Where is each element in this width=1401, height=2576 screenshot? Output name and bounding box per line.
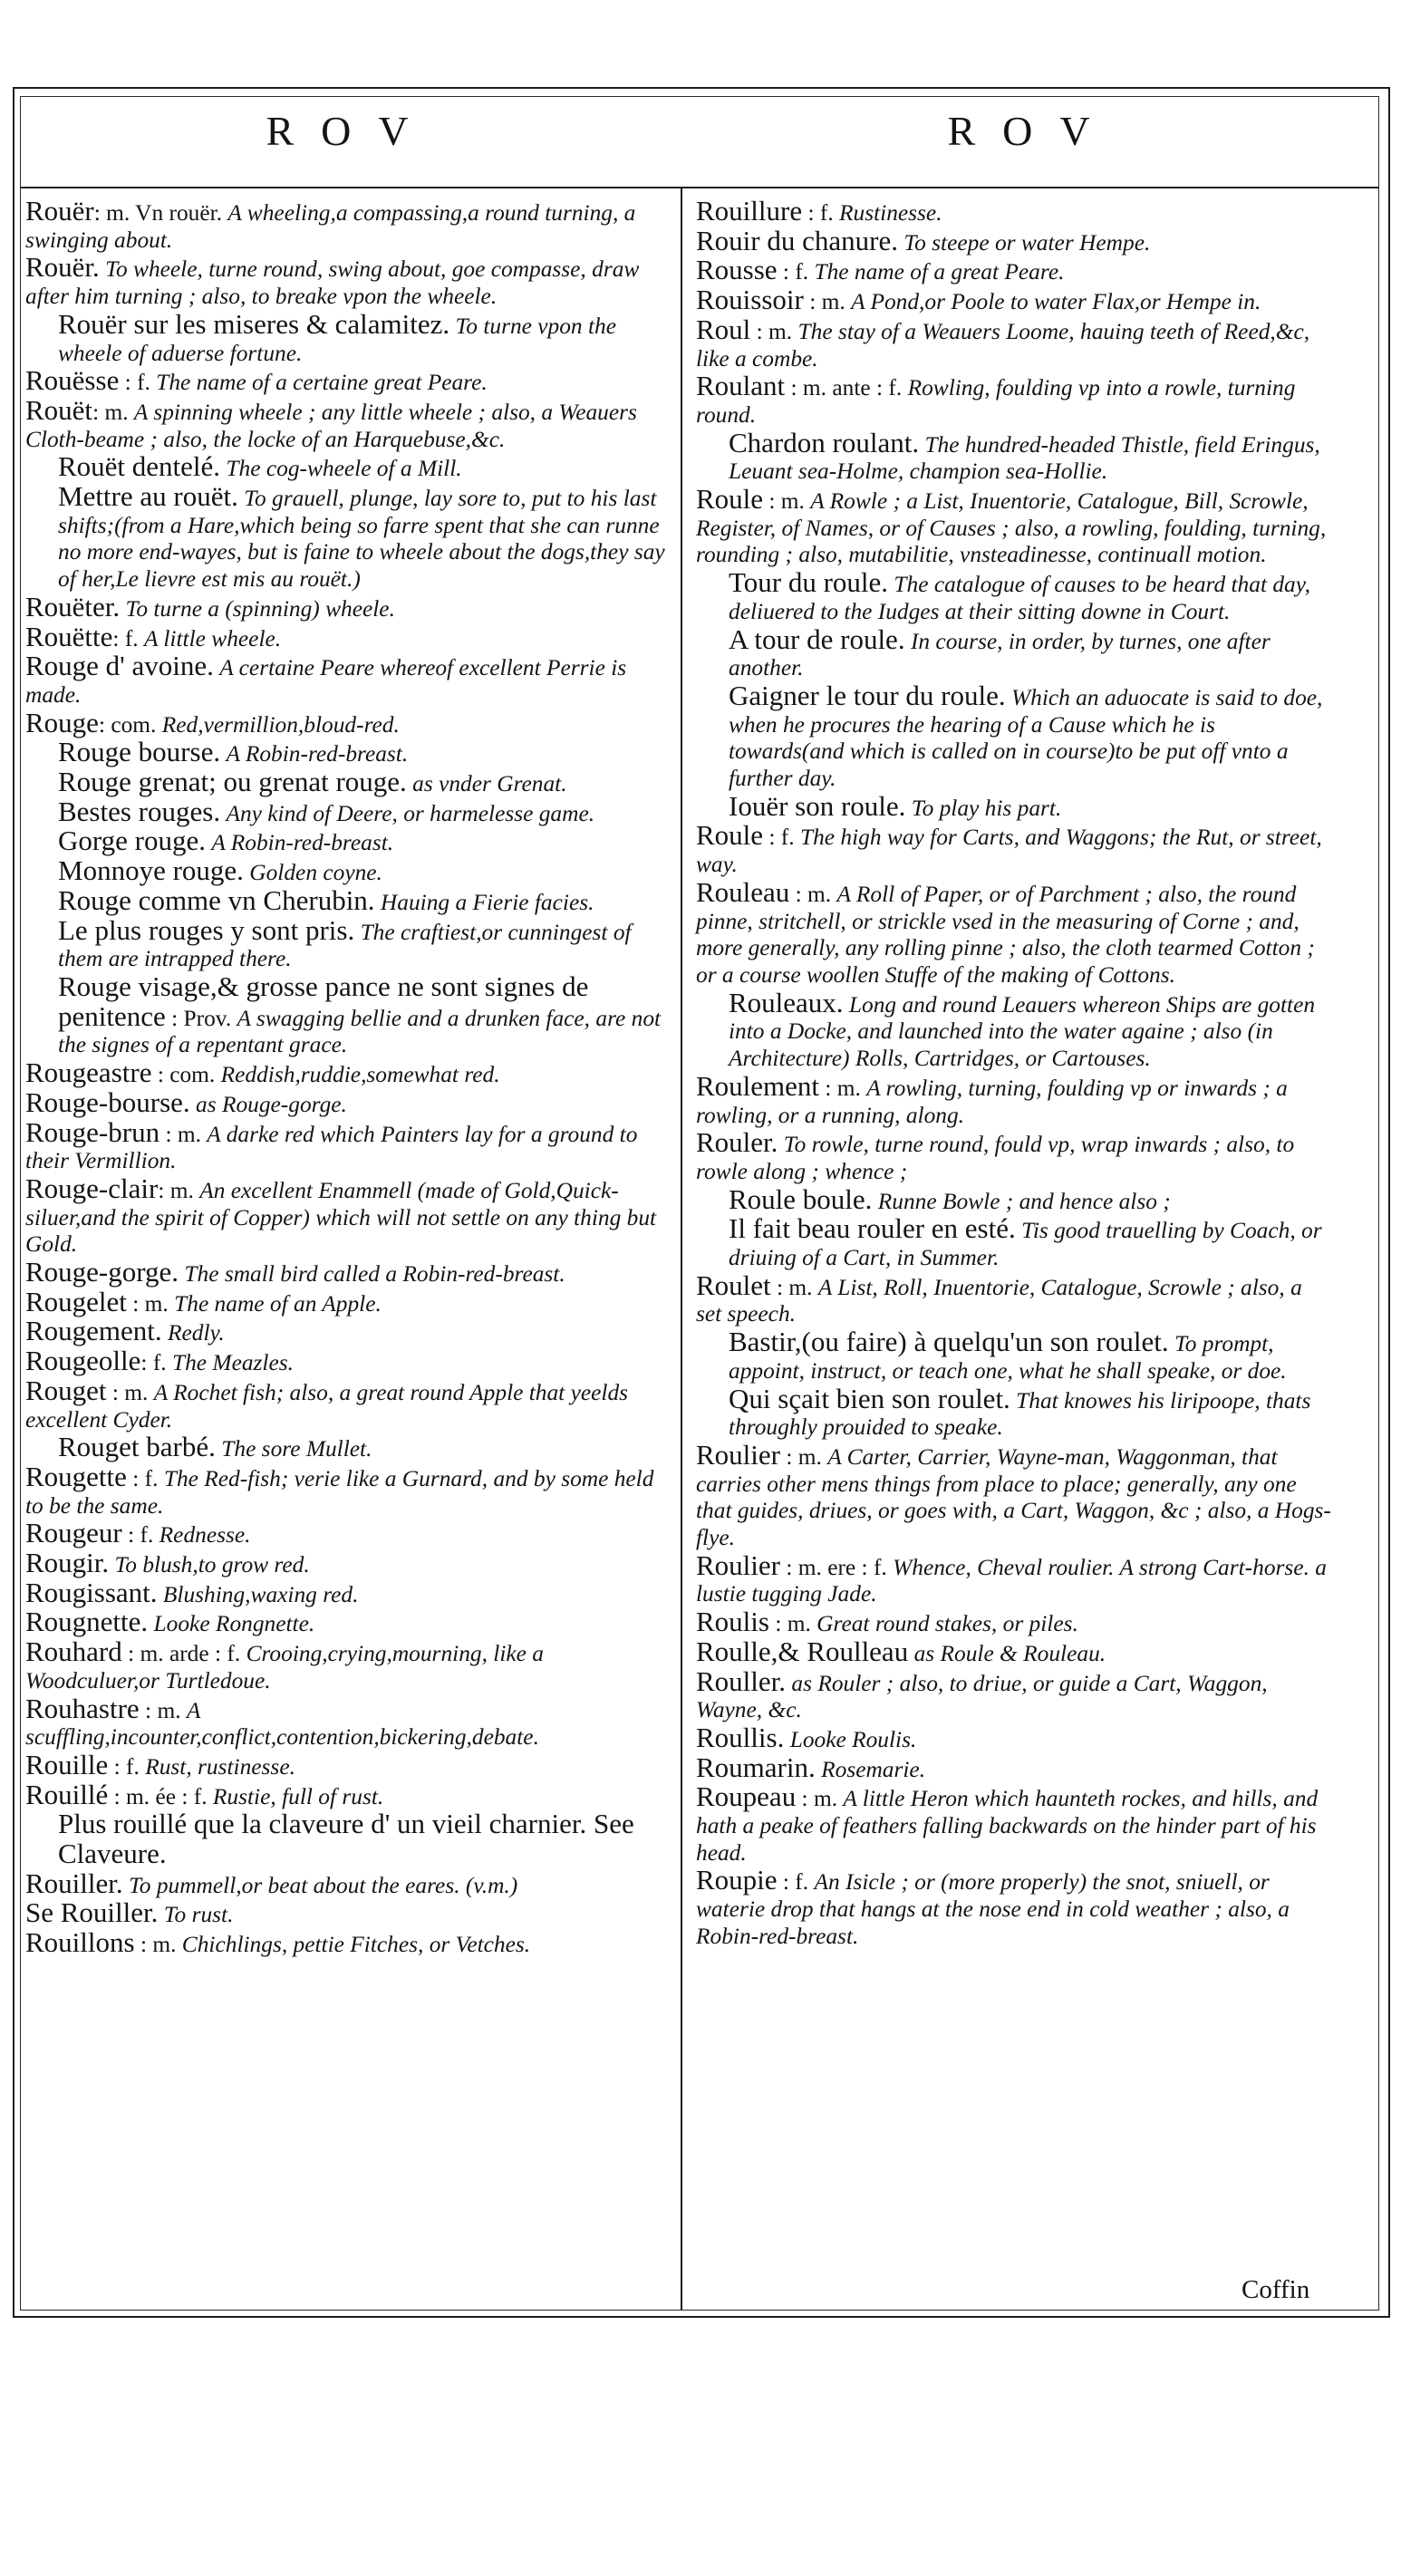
dictionary-entry — [696, 1751, 1332, 1784]
dictionary-entry — [696, 1382, 1332, 1442]
entry-definition: as vnder Grenat. — [412, 771, 567, 797]
entry-headword: Rouillé — [25, 1778, 109, 1810]
entry-grammar-note: : m. ere : f. — [780, 1554, 894, 1580]
entry-headword: Rouge bourse. — [58, 736, 221, 768]
entry-headword: Gaigner le tour du roule. — [729, 679, 1006, 711]
entry-headword: Roulet — [696, 1269, 771, 1301]
entry-grammar-note: : m. — [139, 1697, 187, 1723]
entry-headword: Rougeastre — [25, 1056, 152, 1089]
dictionary-entry — [696, 986, 1332, 1073]
entry-headword: Bastir,(ou faire) à quelqu'un son roulet. — [729, 1326, 1169, 1358]
entry-grammar-note: : m. — [803, 289, 852, 315]
entry-definition: Which an aduocate is said to doe, when he procures the hearing of a Cause which he is towards(and which is called on in course)to be put off vnto a further day. — [729, 684, 1323, 792]
dictionary-entry — [25, 1576, 665, 1609]
entry-grammar-note: : m. — [780, 1443, 828, 1470]
entry-headword: Roulant — [696, 370, 786, 402]
entry-definition: Looke Roulis. — [789, 1726, 917, 1752]
left-column — [25, 195, 665, 1959]
entry-definition: A Carter, Carrier, Wayne-man, Waggonman, that carries other mens things from place to place; generally, any one that guides, driues, or goes with, a Cart, Waggon, &c ; also, a Hogs-flye. — [696, 1443, 1331, 1551]
dictionary-entry — [25, 1317, 665, 1347]
entry-definition: Any kind of Deere, or harmelesse game. — [226, 800, 595, 826]
dictionary-entry — [696, 1438, 1332, 1552]
entry-definition: To turne a (spinning) wheele. — [125, 595, 395, 622]
entry-definition: A scuffling,incounter,conflict,contention,bickering,debate. — [25, 1697, 539, 1751]
entry-definition: In course, in order, by turnes, one after another. — [729, 628, 1271, 681]
dictionary-entry — [25, 652, 665, 709]
entry-definition: Red,vermillion,bloud-red. — [161, 711, 400, 738]
entry-grammar-note: : Prov. — [165, 1005, 237, 1031]
entry-grammar-note: : m. ée : f. — [108, 1783, 213, 1809]
entry-definition: Runne Bowle ; and hence also ; — [877, 1188, 1171, 1214]
entry-headword: Roupeau — [696, 1780, 797, 1813]
entry-headword: Rouge-gorge. — [25, 1256, 179, 1288]
running-head-right: ROV — [947, 107, 1117, 154]
entry-definition: The name of an Apple. — [174, 1290, 382, 1317]
entry-headword: Rouleaux. — [729, 986, 844, 1018]
entry-headword: Rouët — [25, 393, 93, 426]
entry-headword: Rougeur — [25, 1517, 122, 1549]
entry-definition: Golden coyne. — [249, 860, 382, 886]
dictionary-entry — [696, 1664, 1332, 1724]
dictionary-entry — [25, 1867, 665, 1900]
entry-definition: The hundred-headed Thistle, field Eringus, Leuant sea-Holme, champion sea-Hollie. — [729, 431, 1320, 485]
entry-definition: Rowling, foulding vp into a rowle, turning round. — [696, 375, 1296, 428]
dictionary-entry — [25, 1285, 665, 1318]
entry-headword: Rouillure — [696, 195, 803, 227]
dictionary-entry — [25, 590, 665, 623]
dictionary-entry — [25, 738, 665, 768]
entry-grammar-note: : f. — [802, 200, 840, 226]
dictionary-entry — [696, 1780, 1332, 1867]
entry-definition: The Meazles. — [171, 1350, 294, 1376]
entry-grammar-note: : f. — [119, 370, 157, 396]
entry-definition: Rosemarie. — [821, 1756, 926, 1782]
entry-headword: Roullis. — [696, 1721, 785, 1753]
dictionary-entry — [25, 795, 665, 828]
entry-grammar-note: : m. — [92, 399, 134, 425]
column-divider — [681, 188, 682, 2311]
dictionary-entry — [696, 286, 1332, 316]
right-column — [696, 195, 1332, 1951]
entry-definition: A List, Roll, Inuentorie, Catalogue, Scrowle ; also, a set speech. — [696, 1274, 1302, 1327]
entry-grammar-note: : m. — [763, 488, 811, 515]
entry-headword: Rougnette. — [25, 1606, 149, 1638]
entry-definition: To pummell,or beat about the eares. (v.m.) — [129, 1872, 518, 1898]
entry-headword: Qui sçait bien son roulet. — [729, 1382, 1010, 1414]
entry-headword: Roule — [696, 819, 764, 852]
entry-grammar-note: : m. — [126, 1290, 175, 1317]
entry-grammar-note: : m. — [768, 1611, 817, 1637]
entry-headword: Roulier — [696, 1548, 780, 1581]
entry-definition: Rustie, full of rust. — [212, 1783, 384, 1809]
dictionary-entry — [25, 620, 665, 653]
dictionary-entry — [25, 307, 665, 367]
dictionary-entry — [25, 1778, 665, 1811]
dictionary-entry — [696, 313, 1332, 372]
dictionary-entry — [696, 1182, 1332, 1216]
entry-definition: The catalogue of causes to be heard that day, deliuered to the Iudges at their sitting downe in Court. — [729, 572, 1310, 624]
entry-headword: Rouër — [25, 195, 94, 227]
entry-headword: Rougelet — [25, 1285, 127, 1317]
entry-headword: Roupie — [696, 1864, 778, 1896]
entry-headword: Rouller. — [696, 1664, 787, 1697]
dictionary-entry — [696, 1269, 1332, 1328]
entry-definition: The sore Mullet. — [221, 1436, 372, 1462]
dictionary-entry — [25, 883, 665, 917]
entry-definition: Hauing a Fierie facies. — [380, 889, 594, 915]
entry-definition: Chichlings, pettie Fitches, or Vetches. — [181, 1932, 531, 1958]
entry-headword: Rouge-brun — [25, 1115, 160, 1148]
dictionary-entry — [696, 1864, 1332, 1950]
entry-headword: Gorge rouge. — [58, 825, 206, 857]
dictionary-entry — [696, 1328, 1332, 1384]
entry-definition: Great round stakes, or piles. — [816, 1611, 1078, 1637]
entry-grammar-note: : m. — [750, 318, 798, 344]
entry-headword: Roulle,& Roulleau — [696, 1635, 909, 1667]
entry-grammar-note: : m. — [789, 881, 837, 907]
dictionary-entry — [25, 970, 665, 1059]
dictionary-entry — [696, 679, 1332, 793]
entry-grammar-note: : f. — [108, 1753, 146, 1780]
dictionary-entry — [25, 1608, 665, 1638]
entry-headword: Il fait beau rouler en esté. — [729, 1212, 1016, 1245]
entry-headword: Chardon roulant. — [729, 426, 920, 458]
entry-definition: A Rochet fish; also, a great round Apple that yeelds excellent Cyder. — [25, 1379, 629, 1433]
entry-headword: Rouge-bourse. — [25, 1085, 190, 1118]
entry-headword: Rougement. — [25, 1315, 162, 1347]
entry-definition: To rowle, turne round, fould vp, wrap inwards ; also, to rowle along ; whence ; — [696, 1132, 1295, 1184]
entry-definition: To steepe or water Hempe. — [903, 229, 1151, 256]
entry-grammar-note: : m. arde : f. — [121, 1641, 246, 1667]
entry-definition: A rowling, turning, foulding vp or inwards ; a rowling, or a running, along. — [696, 1075, 1288, 1128]
entry-definition: Blushing,waxing red. — [162, 1581, 359, 1607]
entry-headword: Plus rouillé que la claveure d' un vieil charnier. See Claveure. — [58, 1808, 634, 1870]
dictionary-entry — [25, 1748, 665, 1781]
entry-definition: Long and round Leauers whereon Ships are gotten into a Docke, and launched into the water againe ; also (in Architecture) Rolls, Cartridges, or Cartouses. — [729, 991, 1316, 1072]
entry-definition: Whence, Cheval roulier. A strong Cart-horse. a lustie tugging Jade. — [696, 1554, 1327, 1607]
entry-definition: An excellent Enammell (made of Gold,Quick-siluer,and the spirit of Copper) which will not settle on any thing but Gold. — [25, 1177, 657, 1258]
dictionary-entry — [696, 622, 1332, 682]
entry-grammar-note: : m. ante : f. — [785, 375, 908, 401]
dictionary-entry — [696, 224, 1332, 257]
entry-headword: Rousse — [696, 254, 778, 286]
entry-headword: Rouir du chanure. — [696, 224, 898, 256]
dictionary-entry — [25, 393, 665, 453]
entry-headword: Roulis — [696, 1606, 769, 1638]
dictionary-entry — [696, 789, 1332, 823]
dictionary-entry — [25, 706, 665, 739]
entry-headword: Rouge grenat; ou grenat rouge. — [58, 766, 407, 798]
entry-grammar-note: : com. — [151, 1062, 221, 1088]
entry-definition: A swagging bellie and a drunken face, are not the signes of a repentant grace. — [58, 1005, 662, 1058]
entry-definition: The small bird called a Robin-red-breast. — [184, 1261, 565, 1288]
entry-grammar-note: : m. — [770, 1274, 818, 1300]
entry-headword: Rouhastre — [25, 1692, 140, 1724]
dictionary-entry — [696, 1548, 1332, 1608]
entry-definition: To grauell, plunge, lay sore to, put to his last shifts;(from a Hare,which being so farre spent that she can runne no more end-wayes, but is faine to wheele about the dogs,they say of her,Le lievre est mis au rouët.) — [58, 486, 665, 593]
dictionary-entry — [25, 1692, 665, 1751]
entry-definition: A Robin-red-breast. — [211, 830, 394, 856]
entry-headword: Rouge-clair — [25, 1172, 159, 1204]
entry-grammar-note: : f. — [777, 1869, 815, 1896]
entry-headword: Se Rouiller. — [25, 1896, 159, 1929]
entry-headword: Rouissoir — [696, 284, 804, 316]
entry-definition: A darke red which Painters lay for a ground to their Vermillion. — [25, 1121, 638, 1174]
dictionary-entry — [25, 450, 665, 483]
dictionary-entry — [25, 827, 665, 857]
dictionary-entry — [25, 1460, 665, 1520]
entry-headword: Rouge — [25, 706, 99, 738]
entry-definition: Looke Rongnette. — [153, 1611, 315, 1637]
entry-grammar-note: : f. — [777, 259, 815, 285]
dictionary-entry — [25, 1056, 665, 1089]
entry-grammar-note: : m. — [106, 1379, 154, 1405]
dictionary-entry — [696, 426, 1332, 486]
entry-definition: A Pond,or Poole to water Flax,or Hempe in. — [851, 289, 1261, 315]
entry-grammar-note: : f. — [126, 1465, 164, 1491]
entry-headword: Rouëtte — [25, 620, 113, 652]
dictionary-entry — [696, 195, 1332, 227]
entry-grammar-note: : m. Vn rouër. — [93, 200, 228, 226]
entry-definition: A Roll of Paper, or of Parchment ; also, the round pinne, stritchell, or strickle vsed in the measuring of Corne ; and, more generally, any rolling pinne ; also, the cloth tearmed Cotton ; or a course woollen Stuffe of the making of Cottons. — [696, 881, 1315, 988]
entry-definition: Redly. — [168, 1320, 225, 1346]
dictionary-entry — [696, 1126, 1332, 1185]
dictionary-entry — [25, 1549, 665, 1579]
dictionary-entry — [25, 195, 665, 254]
entry-headword: Rouleau — [696, 875, 790, 908]
entry-headword: Rouësse — [25, 364, 120, 397]
entry-grammar-note: : f. — [140, 1350, 172, 1376]
entry-headword: Roule — [696, 483, 764, 516]
dictionary-entry — [25, 1115, 665, 1175]
entry-grammar-note: : m. — [819, 1075, 867, 1101]
entry-headword: Rouget barbé. — [58, 1431, 216, 1463]
dictionary-entry — [25, 1517, 665, 1549]
entry-headword: Rouget — [25, 1374, 107, 1406]
dictionary-entry — [25, 1635, 665, 1694]
dictionary-entry — [25, 1085, 665, 1119]
dictionary-entry — [25, 1810, 665, 1869]
entry-headword: Rouët dentelé. — [58, 450, 221, 483]
dictionary-entry — [696, 1635, 1332, 1668]
dictionary-entry — [25, 913, 665, 973]
entry-headword: Rougette — [25, 1460, 127, 1492]
entry-grammar-note: : f. — [763, 825, 800, 851]
dictionary-entry — [696, 875, 1332, 989]
entry-definition: To wheele, turne round, swing about, goe compasse, draw after him turning ; also, to breake vpon the wheele. — [25, 256, 640, 310]
entry-headword: Rouge visage,& grosse pance ne sont signes de penitence — [58, 970, 589, 1032]
entry-grammar-note: : m. — [158, 1177, 200, 1203]
entry-definition: To rust. — [163, 1902, 234, 1928]
entry-grammar-note: : m. — [159, 1121, 208, 1147]
entry-headword: Rouge d' avoine. — [25, 650, 214, 682]
entry-headword: Rouhard — [25, 1635, 122, 1668]
entry-headword: Mettre au rouët. — [58, 480, 238, 513]
entry-definition: Rednesse. — [159, 1522, 251, 1548]
entry-headword: A tour de roule. — [729, 622, 905, 655]
entry-headword: Rouler. — [696, 1126, 778, 1159]
dictionary-entry — [25, 1172, 665, 1259]
dictionary-entry — [696, 1721, 1332, 1754]
dictionary-entry — [25, 1374, 665, 1433]
dictionary-entry — [25, 251, 665, 310]
entry-definition: An Isicle ; or (more properly) the snot, sniuell, or waterie drop that hangs at the nose end in cold weather ; also, a Robin-red-breast. — [696, 1869, 1290, 1949]
catchword: Coffin — [1242, 2275, 1310, 2304]
entry-definition: A little Heron which haunteth rockes, and hills, and hath a peake of feathers falling backwards on the hinder part of his head. — [696, 1786, 1319, 1866]
entry-definition: Reddish,ruddie,somewhat red. — [220, 1062, 500, 1088]
entry-headword: Rouille — [25, 1748, 109, 1780]
entry-definition: A Robin-red-breast. — [226, 741, 409, 767]
dictionary-entry — [696, 1069, 1332, 1129]
entry-headword: Tour du roule. — [729, 566, 889, 599]
entry-definition: The stay of a Weauers Loome, hauing teeth of Reed,&c, like a combe. — [696, 318, 1310, 371]
entry-definition: To prompt, appoint, instruct, or teach one, what he shall speake, or doe. — [729, 1331, 1287, 1384]
entry-definition: To blush,to grow red. — [114, 1552, 310, 1578]
entry-definition: Tis good trauelling by Coach, or driuing of a Cart, in Summer. — [729, 1218, 1322, 1271]
entry-headword: Roul — [696, 313, 751, 345]
entry-headword: Rouër sur les miseres & calamitez. — [58, 307, 450, 340]
entry-headword: Rougeolle — [25, 1345, 141, 1377]
entry-grammar-note: : f. — [112, 625, 144, 651]
entry-definition: Rustinesse. — [839, 200, 942, 226]
entry-headword: Iouër son roule. — [729, 789, 906, 822]
entry-definition: To turne vpon the wheele of aduerse fortune. — [58, 313, 616, 366]
entry-grammar-note: : m. — [134, 1932, 182, 1958]
dictionary-entry — [25, 480, 665, 593]
entry-headword: Rouër. — [25, 251, 100, 284]
dictionary-entry — [696, 483, 1332, 569]
entry-definition: The high way for Carts, and Waggons; the Rut, or street, way. — [696, 825, 1322, 878]
entry-definition: A certaine Peare whereof excellent Perrie is made. — [25, 655, 627, 708]
dictionary-entry — [25, 1896, 665, 1929]
entry-definition: The name of a certaine great Peare. — [156, 370, 488, 396]
entry-definition: Crooing,crying,mourning, like a Woodculuer,or Turtledoue. — [25, 1641, 544, 1693]
entry-definition: To play his part. — [911, 795, 1062, 821]
entry-definition: as Rouler ; also, to driue, or guide a Cart, Waggon, Wayne, &c. — [696, 1670, 1268, 1723]
entry-definition: A spinning wheele ; any little wheele ; also, a Weauers Cloth-beame ; also, the locke of an Harquebuse,&c. — [25, 399, 637, 452]
entry-definition: A Rowle ; a List, Inuentorie, Catalogue, Bill, Scrowle, Register, of Names, or of Causes ; also, a rowling, foulding, turning, rounding ; also, mutabilitie, vnsteadinesse, continuall motion. — [696, 488, 1327, 568]
entry-definition: Rust, rustinesse. — [145, 1753, 295, 1780]
entry-headword: Rouiller. — [25, 1867, 123, 1899]
dictionary-entry — [696, 1608, 1332, 1638]
entry-headword: Monnoye rouge. — [58, 854, 244, 887]
header-rule — [20, 187, 1379, 188]
entry-definition: A little wheele. — [143, 625, 282, 651]
entry-headword: Roulier — [696, 1438, 780, 1471]
entry-definition: That knowes his liripoope, thats throughly prouided to speake. — [729, 1387, 1311, 1441]
entry-headword: Bestes rouges. — [58, 795, 221, 827]
dictionary-entry — [25, 854, 665, 887]
dictionary-entry — [25, 364, 665, 397]
entry-definition: A wheeling,a compassing,a round turning, a swinging about. — [25, 200, 636, 253]
entry-headword: Rougissant. — [25, 1576, 158, 1608]
entry-headword: Roumarin. — [696, 1751, 816, 1783]
entry-definition: as Roule & Rouleau. — [913, 1640, 1106, 1666]
dictionary-entry — [25, 1256, 665, 1288]
dictionary-entry — [25, 768, 665, 798]
entry-definition: The craftiest,or cunningest of them are intrapped there. — [58, 919, 632, 972]
entry-headword: Roule boule. — [729, 1182, 873, 1215]
dictionary-entry — [25, 1433, 665, 1463]
entry-definition: The name of a great Peare. — [814, 259, 1065, 285]
entry-grammar-note: : com. — [98, 711, 162, 738]
entry-headword: Le plus rouges y sont pris. — [58, 913, 355, 946]
entry-headword: Roulement — [696, 1069, 820, 1102]
entry-definition: The cog-wheele of a Mill. — [226, 456, 462, 482]
entry-headword: Rouëter. — [25, 590, 121, 622]
dictionary-entry — [696, 256, 1332, 286]
entry-grammar-note: : f. — [121, 1522, 159, 1548]
entry-headword: Rouge comme vn Cherubin. — [58, 883, 375, 916]
entry-definition: The Red-fish; verie like a Gurnard, and by some held to be the same. — [25, 1465, 654, 1519]
dictionary-entry — [696, 1212, 1332, 1271]
entry-headword: Rougir. — [25, 1547, 110, 1579]
entry-definition: as Rouge-gorge. — [196, 1091, 347, 1117]
dictionary-entry — [696, 819, 1332, 878]
dictionary-entry — [696, 372, 1332, 429]
running-head-left: ROV — [266, 107, 436, 154]
entry-grammar-note: : m. — [796, 1786, 844, 1812]
dictionary-entry — [25, 1347, 665, 1377]
dictionary-entry — [696, 566, 1332, 625]
entry-headword: Rouillons — [25, 1926, 135, 1959]
dictionary-entry — [25, 1926, 665, 1959]
